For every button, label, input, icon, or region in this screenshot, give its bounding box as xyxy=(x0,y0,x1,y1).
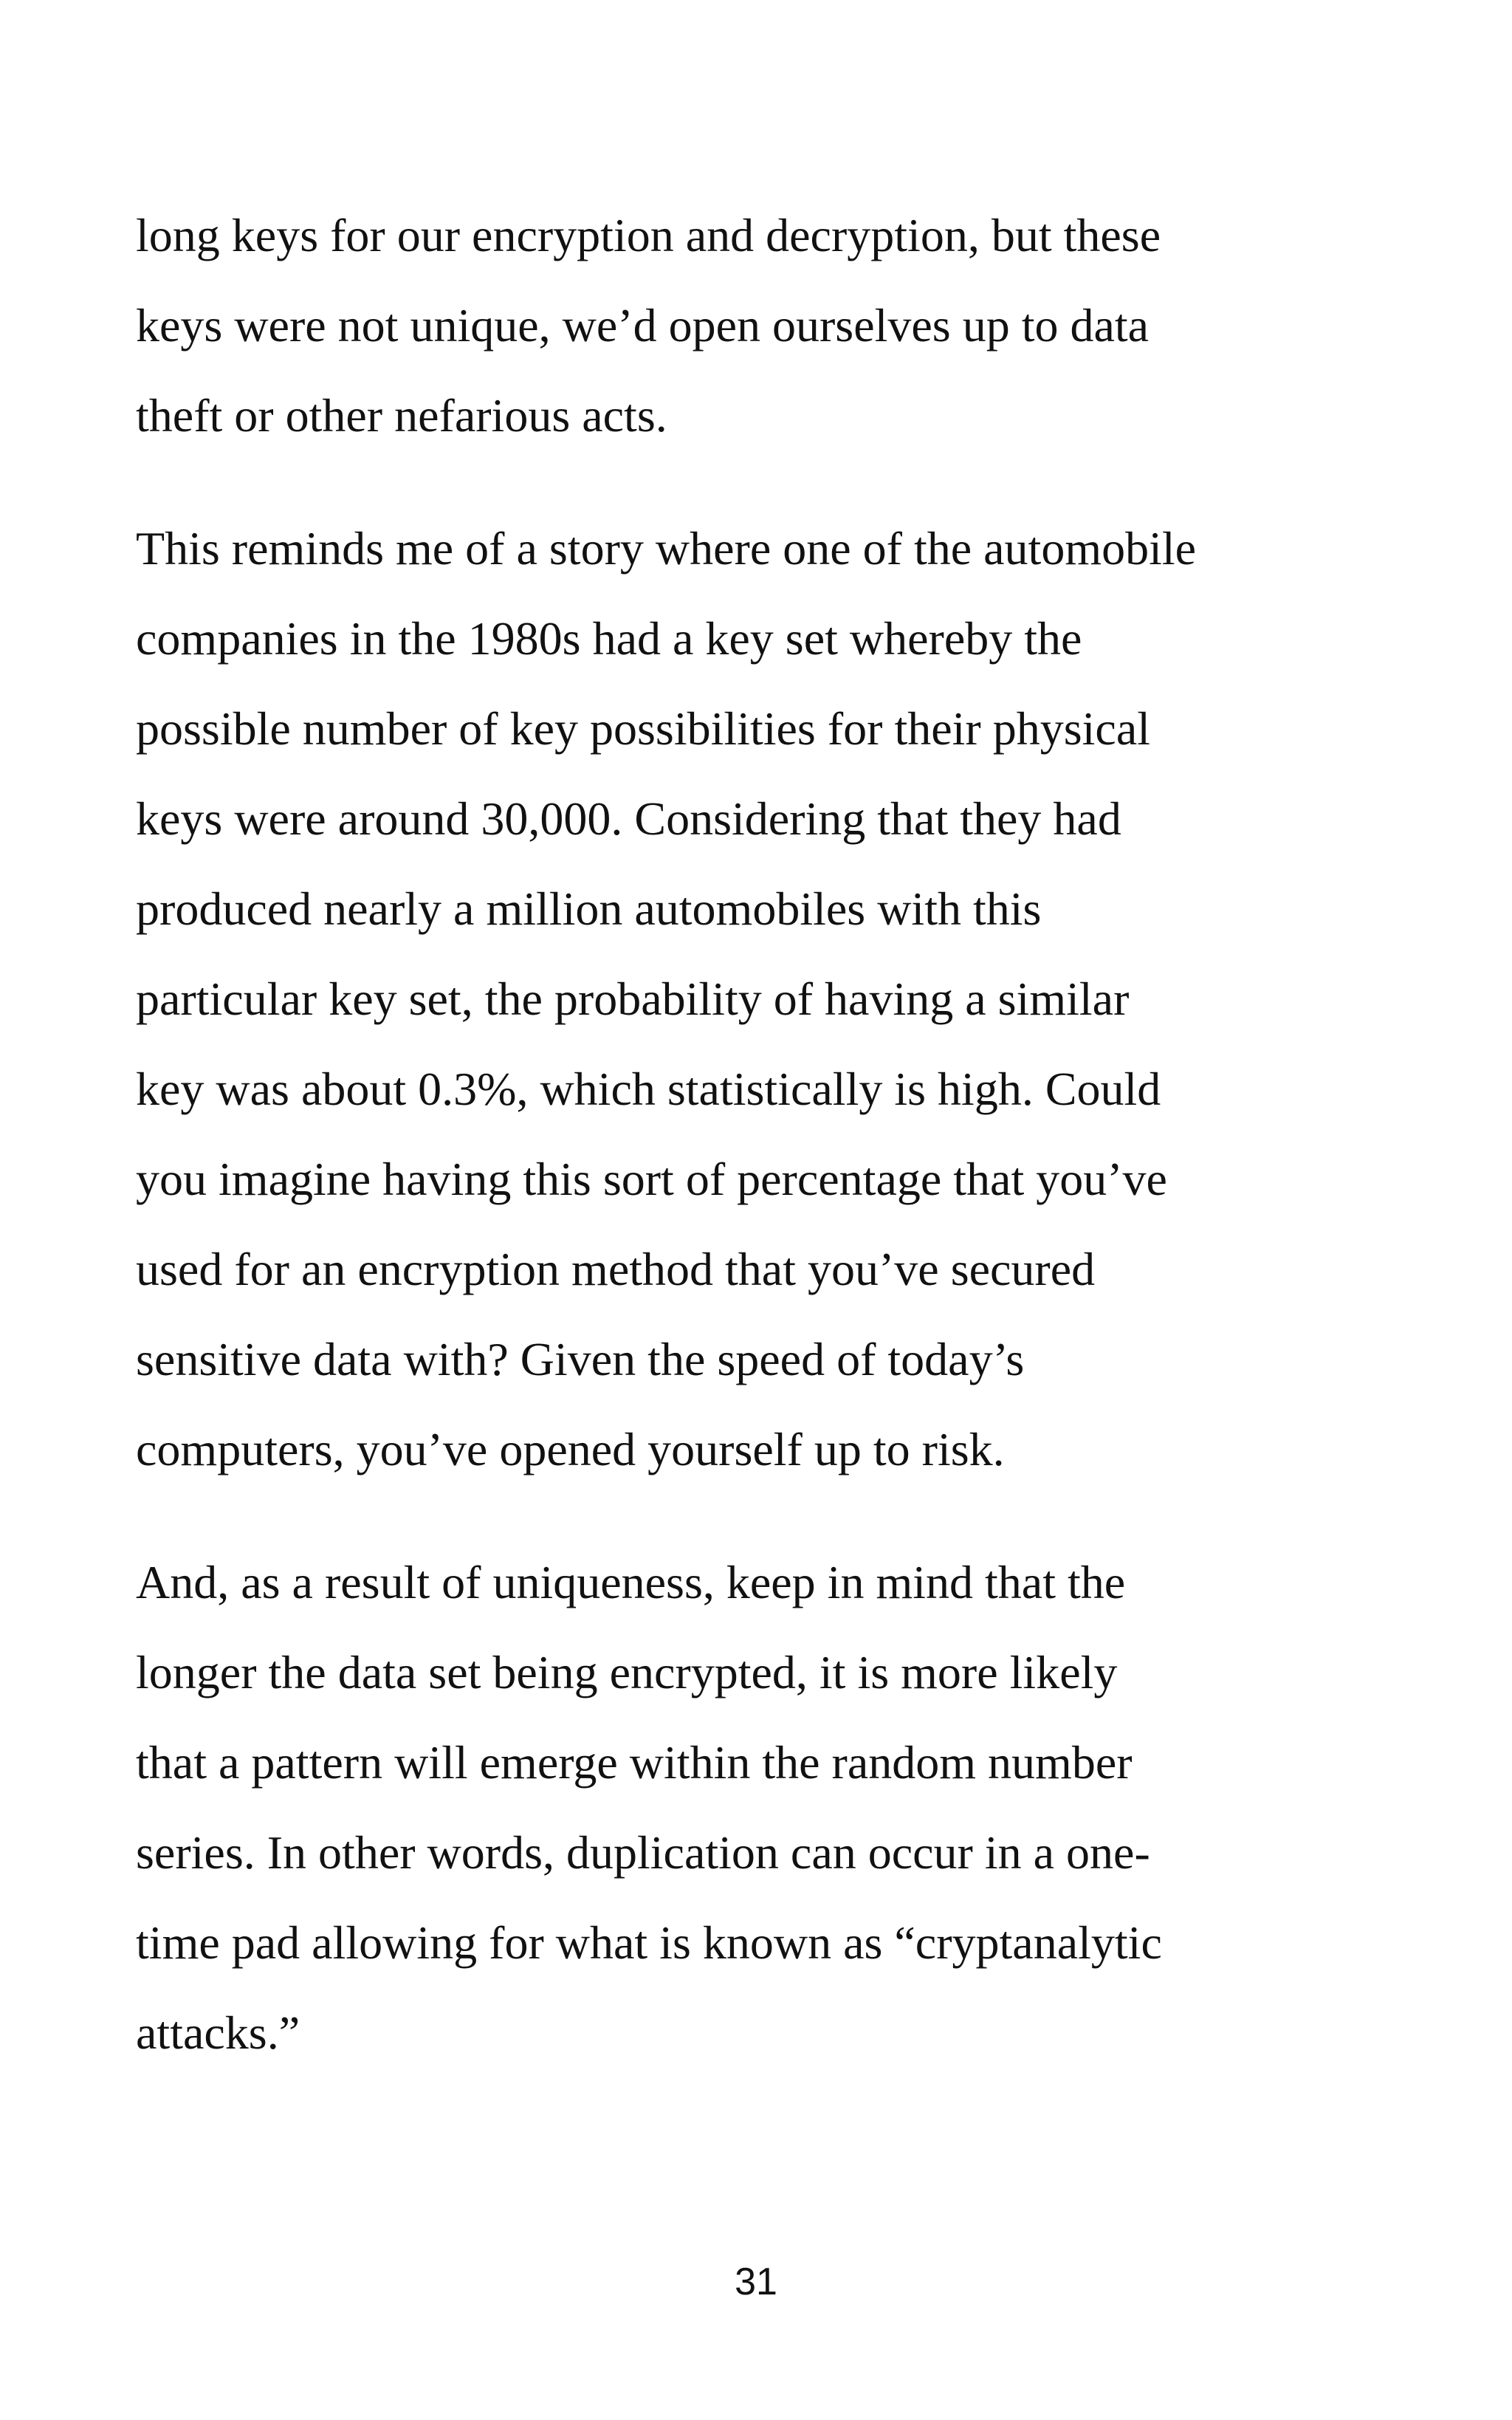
text-line: series. In other words, duplication can occur in a one- xyxy=(136,1826,1150,1879)
paragraph-2 xyxy=(136,504,1391,1495)
text-line: keys were around 30,000. Considering that they had xyxy=(136,792,1121,845)
text-line: longer the data set being encrypted, it is more likely xyxy=(136,1646,1118,1699)
page-number: 31 xyxy=(735,2260,777,2303)
text-line: that a pattern will emerge within the random number xyxy=(136,1736,1133,1789)
text-line: possible number of key possibilities for their physical xyxy=(136,702,1150,755)
text-line: And, as a result of uniqueness, keep in mind that the xyxy=(136,1556,1126,1608)
paragraph-3 xyxy=(136,1538,1391,2078)
text-line: key was about 0.3%, which statistically is high. Could xyxy=(136,1063,1161,1115)
paragraph-1 xyxy=(136,191,1391,461)
text-line: particular key set, the probability of having a similar xyxy=(136,973,1130,1025)
body-text xyxy=(136,191,1391,2121)
text-line: This reminds me of a story where one of the automobile xyxy=(136,522,1197,575)
text-line: sensitive data with? Given the speed of today’s xyxy=(136,1333,1025,1385)
text-line: theft or other nefarious acts. xyxy=(136,389,667,442)
text-line: time pad allowing for what is known as “cryptanalytic xyxy=(136,1916,1162,1969)
text-line: you imagine having this sort of percentage that you’ve xyxy=(136,1153,1167,1205)
text-line: produced nearly a million automobiles with this xyxy=(136,882,1042,935)
text-line: companies in the 1980s had a key set whereby the xyxy=(136,612,1082,665)
text-line: attacks.” xyxy=(136,2006,300,2059)
text-line: used for an encryption method that you’ve secured xyxy=(136,1243,1096,1295)
text-line: computers, you’ve opened yourself up to risk. xyxy=(136,1423,1005,1475)
text-line: long keys for our encryption and decryption, but these xyxy=(136,209,1161,261)
text-line: keys were not unique, we’d open ourselves up to data xyxy=(136,299,1150,352)
